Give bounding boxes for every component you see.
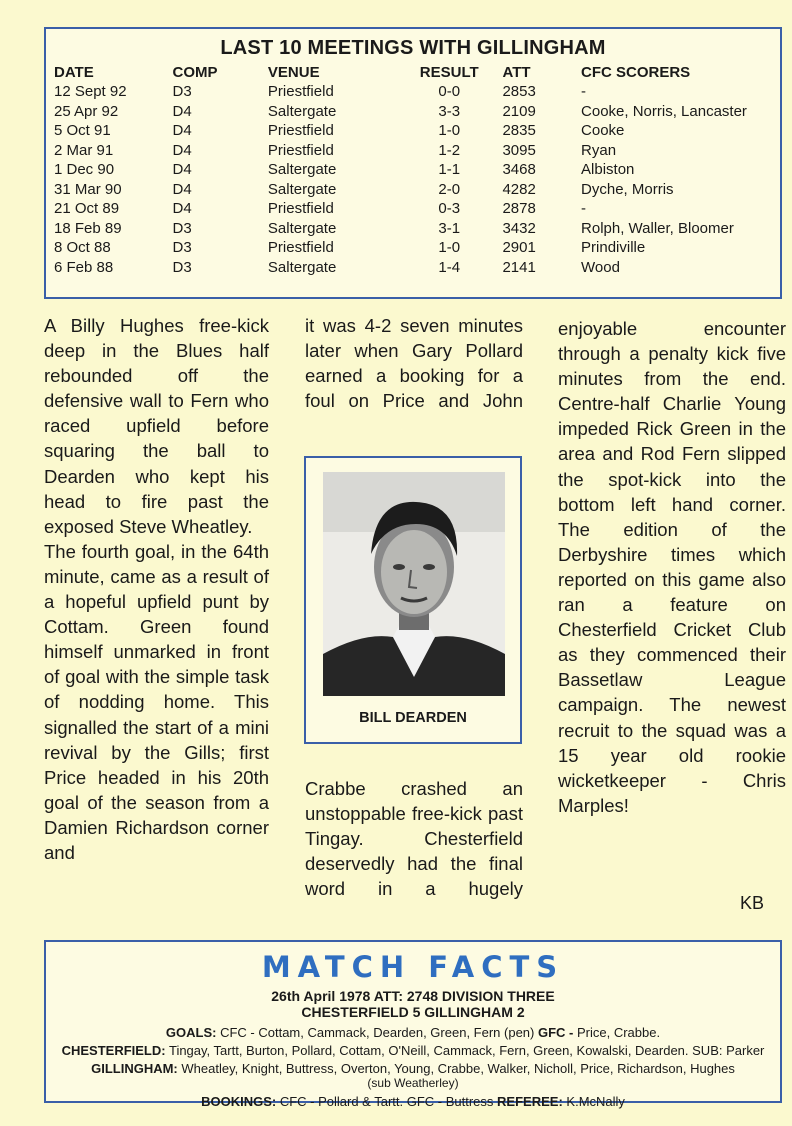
- cell-att: 2835: [502, 122, 536, 140]
- cell-venue: Saltergate: [267, 161, 337, 179]
- header-scorers: CFC SCORERS: [581, 64, 691, 81]
- cell-result: 0-0: [438, 83, 461, 101]
- cell-scorers: Cooke, Norris, Lancaster: [581, 102, 747, 120]
- referee: K.McNally: [566, 1094, 625, 1109]
- header-date: DATE: [54, 64, 94, 81]
- article-paragraph: Crabbe crashed an unstoppable free-kick past Tingay. Chesterfield deservedly had the final word in a hugely: [305, 778, 523, 900]
- cell-comp: D4: [172, 102, 192, 120]
- table-row: [54, 160, 780, 180]
- cell-att: 3095: [502, 141, 536, 159]
- cell-result: 2-0: [438, 180, 461, 198]
- cell-venue: Priestfield: [267, 141, 334, 159]
- cell-scorers: Albiston: [581, 161, 635, 179]
- cell-result: 1-2: [438, 141, 461, 159]
- cell-comp: D4: [172, 122, 192, 140]
- photo-frame: [304, 456, 522, 744]
- cell-date: 8 Oct 88: [54, 239, 111, 257]
- cell-att: 3468: [502, 161, 536, 179]
- match-date-line: 26th April 1978 ATT: 2748 DIVISION THREE: [271, 988, 555, 1004]
- cell-scorers: Prindiville: [581, 239, 646, 257]
- cell-comp: D3: [172, 258, 192, 276]
- article-column-1: [44, 313, 269, 865]
- cell-scorers: Ryan: [581, 141, 617, 159]
- cell-comp: D3: [172, 219, 192, 237]
- cell-venue: Priestfield: [267, 239, 334, 257]
- chesterfield-team: Tingay, Tartt, Burton, Pollard, Cottam, O'Neill, Cammack, Fern, Green, Kowalski, Dearden. SUB: Parker: [168, 1043, 765, 1058]
- cell-result: 3-3: [438, 102, 461, 120]
- table-row: [54, 141, 780, 161]
- article-paragraph: enjoyable encounter through a penalty kick five minutes from the end. Centre-half Charlie Young impeded Rick Green in the area and Rod Fern slipped the spot-kick into the bottom left hand corner. The edition of the Derbyshire times which reported on this game also ran a feature on Chesterfield Cricket Club as they commenced their Bassetlaw League campaign. The newest recruit to the squad was a 15 year old rookie wicketkeeper - Chris Marples!: [558, 318, 786, 816]
- cell-att: 4282: [502, 180, 536, 198]
- cell-venue: Priestfield: [267, 83, 334, 101]
- goals-label: GOALS:: [165, 1025, 217, 1040]
- header-result: RESULT: [419, 64, 479, 81]
- cell-date: 25 Apr 92: [54, 102, 119, 120]
- cell-venue: Priestfield: [267, 122, 334, 140]
- cell-result: 1-1: [438, 161, 461, 179]
- goals-cfc: CFC - Cottam, Cammack, Dearden, Green, Fern (pen): [220, 1025, 535, 1040]
- cell-scorers: -: [581, 83, 587, 101]
- table-row: [54, 180, 780, 200]
- last-meetings-box: [44, 27, 782, 299]
- cell-att: 2141: [502, 258, 536, 276]
- match-facts-title: MATCH FACTS: [261, 950, 565, 984]
- player-photo: [323, 472, 505, 696]
- gillingham-line: [46, 1061, 780, 1076]
- cell-comp: D4: [172, 200, 192, 218]
- cell-venue: Priestfield: [267, 200, 334, 218]
- bookings-line: [46, 1094, 780, 1109]
- gillingham-label: GILLINGHAM:: [91, 1061, 178, 1076]
- article-column-3: [558, 316, 786, 818]
- article-paragraph: A Billy Hughes free-kick deep in the Blues half rebounded off the defensive wall to Fern who raced upfield before squaring the ball to Dearden who kept his head to fire past the exposed Steve Wheatley.: [44, 315, 269, 537]
- table-row: [54, 121, 780, 141]
- referee-label: REFEREE:: [497, 1094, 563, 1109]
- match-score-line: CHESTERFIELD 5 GILLINGHAM 2: [301, 1004, 525, 1020]
- meetings-body: [54, 82, 780, 277]
- cell-scorers: Wood: [581, 258, 620, 276]
- gillingham-sub: (sub Weatherley): [367, 1076, 459, 1090]
- header-comp: COMP: [172, 64, 218, 81]
- cell-result: 3-1: [438, 219, 461, 237]
- author-signature: KB: [740, 893, 765, 913]
- cell-result: 1-0: [438, 122, 461, 140]
- cell-date: 18 Feb 89: [54, 219, 122, 237]
- meetings-title: LAST 10 MEETINGS WITH GILLINGHAM: [220, 37, 606, 59]
- article-column-2-top: [305, 313, 523, 413]
- photo-caption: BILL DEARDEN: [359, 710, 467, 726]
- cell-scorers: -: [581, 200, 587, 218]
- cell-comp: D3: [172, 83, 192, 101]
- cell-venue: Saltergate: [267, 102, 337, 120]
- cell-comp: D4: [172, 141, 192, 159]
- bookings-label: BOOKINGS:: [201, 1094, 277, 1109]
- cell-result: 1-4: [438, 258, 461, 276]
- match-facts-box: [44, 940, 782, 1109]
- cell-date: 5 Oct 91: [54, 122, 111, 140]
- table-row: [54, 199, 780, 219]
- cell-att: 2109: [502, 102, 536, 120]
- cell-att: 2878: [502, 200, 536, 218]
- bookings: CFC - Pollard & Tartt. GFC - Buttress: [279, 1094, 494, 1109]
- cell-result: 1-0: [438, 239, 461, 257]
- article-column-2-bottom: [305, 776, 523, 901]
- cell-att: 2853: [502, 83, 536, 101]
- cell-date: 2 Mar 91: [54, 141, 114, 159]
- chesterfield-label: CHESTERFIELD:: [61, 1043, 166, 1058]
- cell-att: 2901: [502, 239, 536, 257]
- cell-date: 21 Oct 89: [54, 200, 120, 218]
- cell-scorers: Dyche, Morris: [581, 180, 674, 198]
- table-row: [54, 219, 780, 239]
- goals-gfc: Price, Crabbe.: [577, 1025, 661, 1040]
- cell-venue: Saltergate: [267, 180, 337, 198]
- table-row: [54, 102, 780, 122]
- header-venue: VENUE: [267, 64, 320, 81]
- gillingham-team: Wheatley, Knight, Buttress, Overton, Young, Crabbe, Walker, Nicholl, Price, Richardson, Hughes: [181, 1061, 735, 1076]
- table-row: [54, 258, 780, 278]
- header-att: ATT: [502, 64, 531, 81]
- article-paragraph: it was 4-2 seven minutes later when Gary Pollard earned a booking for a foul on Price and John: [305, 315, 523, 412]
- cell-att: 3432: [502, 219, 536, 237]
- cell-date: 6 Feb 88: [54, 258, 114, 276]
- cell-venue: Saltergate: [267, 219, 337, 237]
- cell-scorers: Cooke: [581, 122, 625, 140]
- article-paragraph: The fourth goal, in the 64th minute, came as a result of a hopeful upfield punt by Cottam. Green found himself unmarked in front of goal with the simple task of nodding home. This signalled the start of a mini revival by the Gills; first Price headed in his 20th goal of the season from a Damien Richardson corner and: [44, 540, 269, 863]
- cell-scorers: Rolph, Waller, Bloomer: [581, 219, 734, 237]
- cell-date: 12 Sept 92: [54, 83, 127, 101]
- meetings-header-row: [54, 63, 780, 82]
- goals-line: [46, 1025, 780, 1040]
- player-portrait-image: [323, 472, 505, 696]
- cell-comp: D3: [172, 239, 192, 257]
- cell-date: 1 Dec 90: [54, 161, 115, 179]
- cell-comp: D4: [172, 180, 192, 198]
- goals-gfc-label: GFC -: [537, 1025, 574, 1040]
- table-row: [54, 82, 780, 102]
- meetings-table: [54, 63, 780, 277]
- cell-result: 0-3: [438, 200, 461, 218]
- table-row: [54, 238, 780, 258]
- cell-venue: Saltergate: [267, 258, 337, 276]
- cell-comp: D4: [172, 161, 192, 179]
- chesterfield-line: [46, 1043, 780, 1058]
- cell-date: 31 Mar 90: [54, 180, 122, 198]
